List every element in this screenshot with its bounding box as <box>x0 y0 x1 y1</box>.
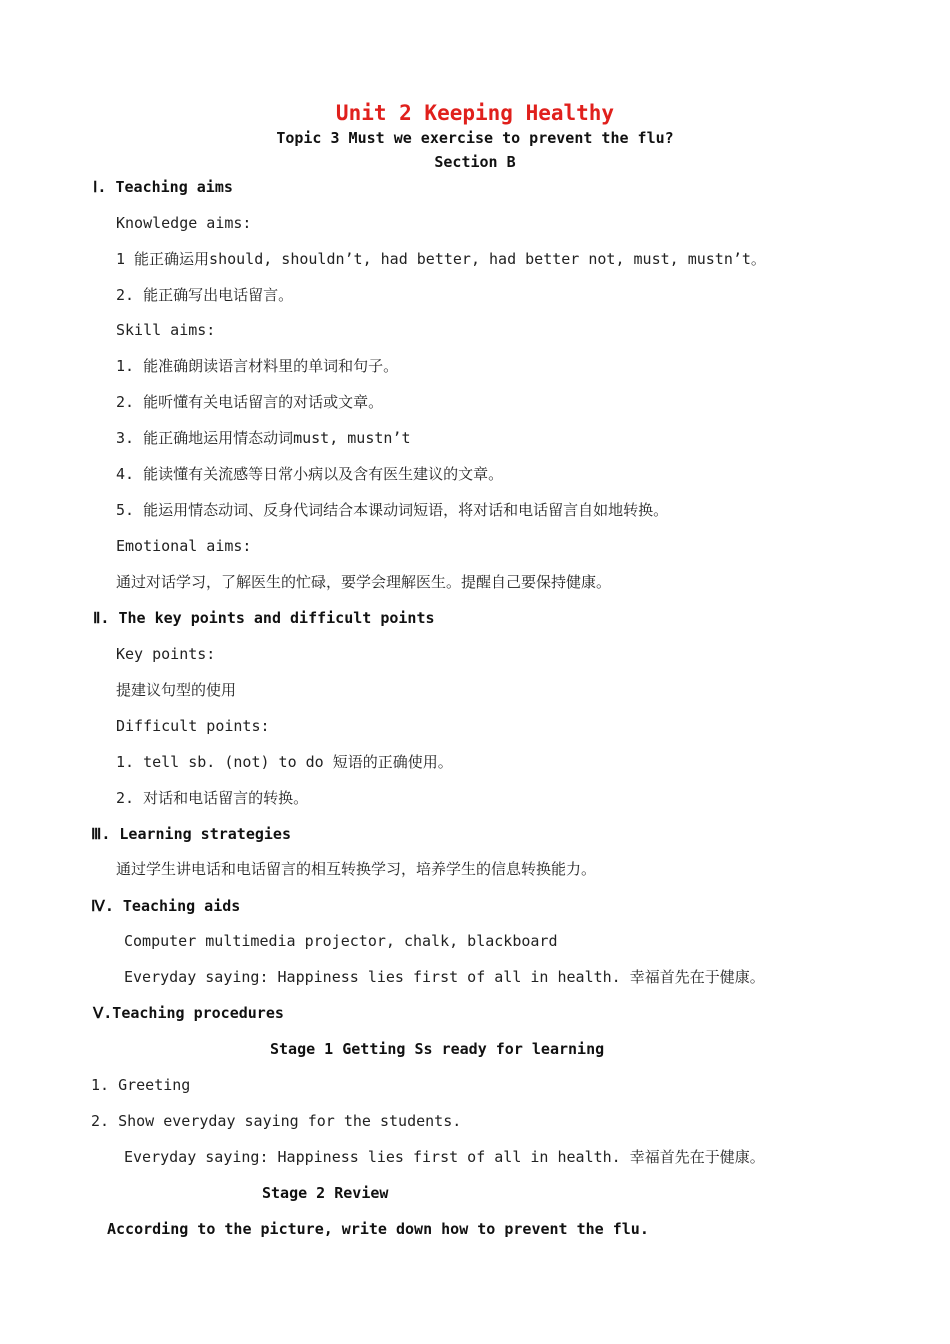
key-point: 提建议句型的使用 <box>116 681 237 699</box>
topic-title: Topic 3 Must we exercise to prevent the flu? <box>276 129 674 147</box>
stage-2-title: Stage 2 Review <box>262 1184 389 1202</box>
knowledge-aim-1: 1 能正确运用should, shouldn’t, had better, had better not, must, mustn’t。 <box>116 250 766 268</box>
skill-aim-1: 1. 能准确朗读语言材料里的单词和句子。 <box>116 357 399 375</box>
skill-aim-5: 5. 能运用情态动词、反身代词结合本课动词短语，将对话和电话留言自如地转换。 <box>116 501 669 519</box>
learning-strategies-text: 通过学生讲电话和电话留言的相互转换学习，培养学生的信息转换能力。 <box>116 860 597 878</box>
difficult-point-1: 1. tell sb. (not) to do 短语的正确使用。 <box>116 753 453 771</box>
heading-teaching-aims: Ⅰ. Teaching aims <box>93 178 233 196</box>
teaching-aids-list: Computer multimedia projector, chalk, blackboard <box>124 932 558 950</box>
procedure-everyday-saying: Everyday saying: Happiness lies first of all in health. 幸福首先在于健康。 <box>124 1148 765 1166</box>
skill-aims-label: Skill aims: <box>116 321 216 339</box>
knowledge-aim-2: 2. 能正确写出电话留言。 <box>116 286 294 304</box>
review-instruction: According to the picture, write down how to prevent the flu. <box>107 1220 649 1238</box>
difficult-point-2: 2. 对话和电话留言的转换。 <box>116 789 309 807</box>
procedure-item-1: 1. Greeting <box>91 1076 191 1094</box>
document-title: Unit 2 Keeping Healthy <box>335 101 615 125</box>
emotional-aims-label: Emotional aims: <box>116 537 252 555</box>
heading-learning-strategies: Ⅲ. Learning strategies <box>91 825 291 843</box>
heading-teaching-aids: Ⅳ. Teaching aids <box>91 897 241 915</box>
heading-teaching-procedures: Ⅴ.Teaching procedures <box>93 1004 284 1022</box>
difficult-points-label: Difficult points: <box>116 717 270 735</box>
section-title: Section B <box>434 153 516 171</box>
knowledge-aims-label: Knowledge aims: <box>116 214 252 232</box>
heading-key-points: Ⅱ. The key points and difficult points <box>93 609 435 627</box>
emotional-aim: 通过对话学习，了解医生的忙碌，要学会理解医生。提醒自己要保持健康。 <box>116 573 612 591</box>
skill-aim-3: 3. 能正确地运用情态动词must, mustn’t <box>116 429 411 447</box>
skill-aim-4: 4. 能读懂有关流感等日常小病以及含有医生建议的文章。 <box>116 465 504 483</box>
key-points-label: Key points: <box>116 645 216 663</box>
stage-1-title: Stage 1 Getting Ss ready for learning <box>270 1040 605 1058</box>
everyday-saying: Everyday saying: Happiness lies first of all in health. 幸福首先在于健康。 <box>124 968 765 986</box>
skill-aim-2: 2. 能听懂有关电话留言的对话或文章。 <box>116 393 384 411</box>
procedure-item-2: 2. Show everyday saying for the students. <box>91 1112 462 1130</box>
